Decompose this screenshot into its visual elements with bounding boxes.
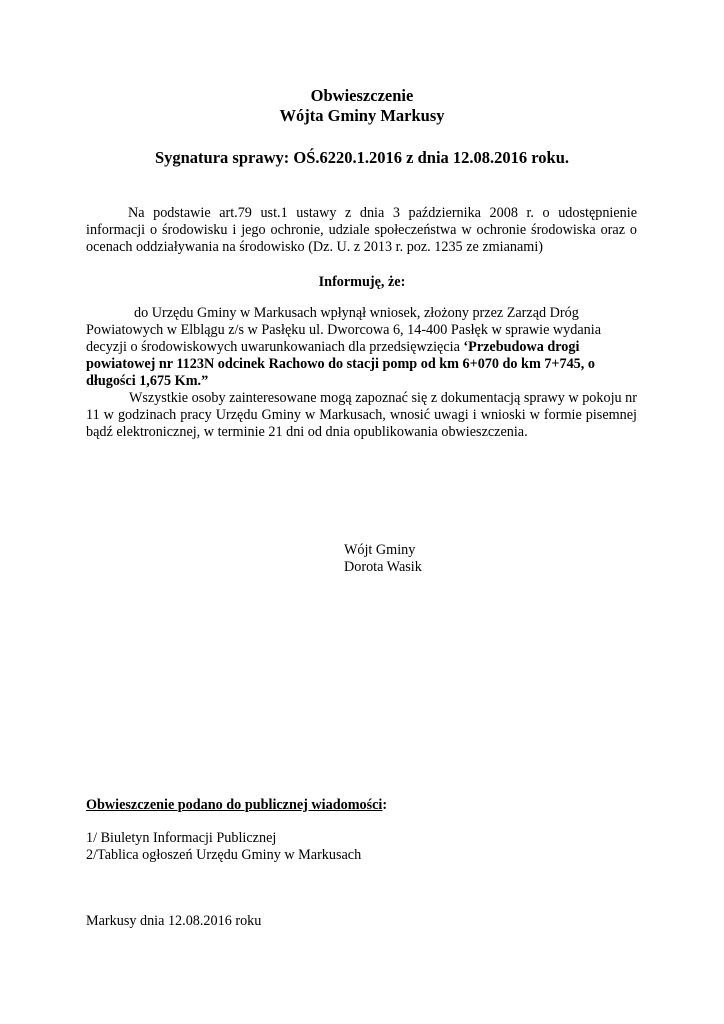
publication-label: Obwieszczenie podano do publicznej wiadomości: [86, 797, 383, 813]
body-line: [86, 339, 579, 356]
publication-place-item: 1/ Biuletyn Informacji Publicznej: [86, 830, 277, 846]
body-text: decyzji o środowiskowych uwarunkowaniach dla przedsięwzięcia: [86, 339, 464, 355]
project-name-line: powiatowej nr 1123N odcinek Rachowo do stacji pomp od km 6+070 do km 7+745, o: [86, 356, 595, 372]
publication-heading: [86, 797, 387, 814]
project-name-line: długości 1,675 Km.”: [86, 373, 209, 389]
case-signature-heading: Sygnatura sprawy: OŚ.6220.1.2016 z dnia 12.08.2016 roku.: [154, 148, 570, 167]
signatory-name: Dorota Wasik: [344, 559, 422, 575]
project-name-start: ‘Przebudowa drogi: [463, 339, 580, 355]
document-title: Obwieszczenie: [310, 86, 414, 105]
legal-basis-paragraph: Na podstawie art.79 ust.1 ustawy z dnia 3 października 2008 r. o udostępnienie informacji o środowisku i jego ochronie, udziale społeczeństwa w ochronie środowiska oraz o ocenach oddziaływania na środowisko (Dz. U. z 2013 r. poz. 1235 ze zmianami): [86, 205, 637, 255]
body-line: do Urzędu Gminy w Markusach wpłynął wniosek, złożony przez Zarząd Dróg: [134, 305, 579, 321]
consultation-paragraph: Wszystkie osoby zainteresowane mogą zapoznać się z dokumentacją sprawy w pokoju nr 11 w godzinach pracy Urzędu Gminy w Markusach, wnosić uwagi i wnioski w formie pisemnej bądź elektronicznej, w terminie 21 dni od dnia opublikowania obwieszczenia.: [86, 390, 637, 440]
publication-place-item: 2/Tablica ogłoszeń Urzędu Gminy w Markusach: [86, 847, 362, 863]
informuje-heading: Informuję, że:: [318, 274, 406, 290]
document-issuer: Wójta Gminy Markusy: [279, 106, 445, 125]
place-and-date: Markusy dnia 12.08.2016 roku: [86, 913, 262, 929]
signatory-title: Wójt Gminy: [344, 542, 416, 558]
body-line: Powiatowych w Elblągu z/s w Pasłęku ul. Dworcowa 6, 14-400 Pasłęk w sprawie wydania: [86, 322, 601, 338]
publication-colon: :: [382, 797, 388, 813]
